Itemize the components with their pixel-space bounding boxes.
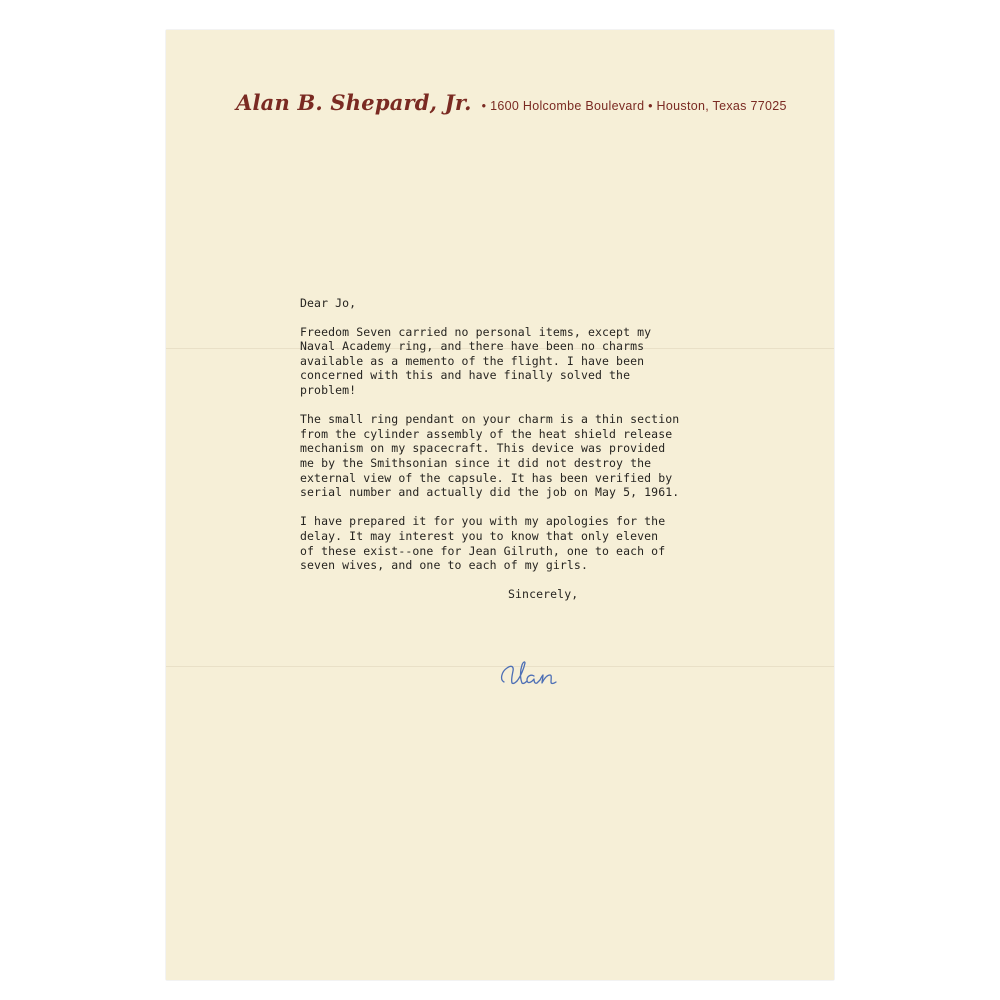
letterhead-name: Alan B. Shepard, Jr. <box>236 90 472 115</box>
letterhead-address: • 1600 Holcombe Boulevard • Houston, Texas 77025 <box>481 99 787 113</box>
salutation: Dear Jo, <box>300 296 357 310</box>
letterhead <box>236 90 796 115</box>
paragraph-3: I have prepared it for you with my apologies for the delay. It may interest you to know that only eleven of these exist--one for Jean Gilruth, one to each of seven wives, and one to each of my girls. <box>300 514 666 573</box>
closing: Sincerely, <box>508 587 579 602</box>
paragraph-2: The small ring pendant on your charm is a thin section from the cylinder assembly of the heat shield release mechanism on my spacecraft. This device was provided me by the Smithsonian since it did not destroy the external view of the capsule. It has been verified by serial number and actually did the job on May 5, 1961. <box>300 412 680 500</box>
letter-body <box>300 296 760 602</box>
paragraph-1: Freedom Seven carried no personal items, except my Naval Academy ring, and there have been no charms available as a memento of the flight. I have been concerned with this and have finally solved the problem! <box>300 324 652 397</box>
letter-page <box>166 30 834 980</box>
signature <box>496 654 576 694</box>
